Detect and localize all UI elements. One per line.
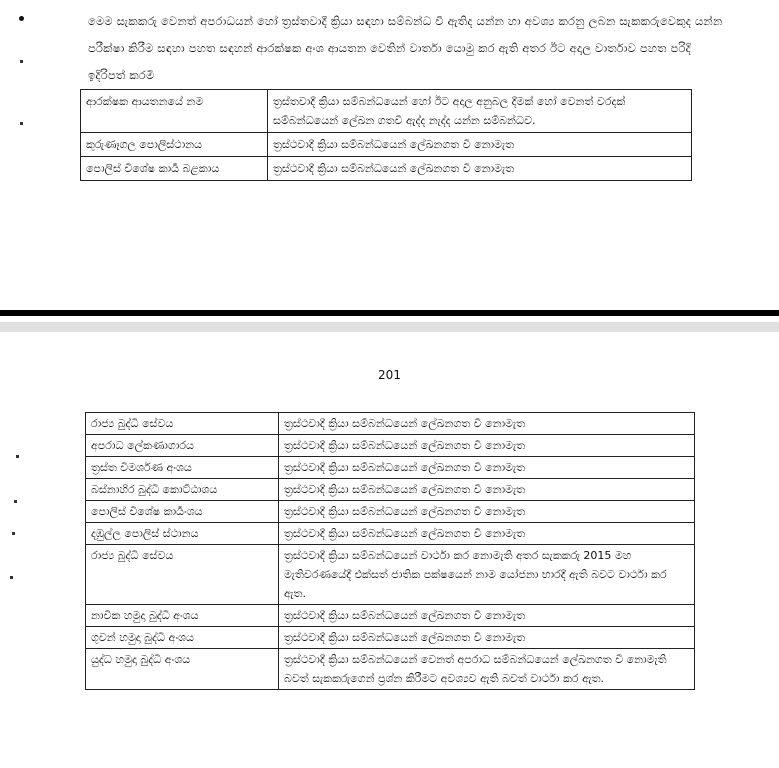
scan-mark: [20, 60, 23, 63]
status-text: ත්‍රස්ථවාදී ක්‍රියා සම්බන්ධයෙන් ලේඛනගත වී නොමැත: [279, 457, 695, 479]
status-text: ත්‍රස්ථවාදී ක්‍රියා සම්බන්ධයෙන් ලේඛනගත වී නොමැත: [279, 479, 695, 501]
institution-name: පොලිස් විශේෂ කාර්‍යංශය: [86, 501, 279, 523]
header-institution: ආරක්ෂක ආයතනයේ නම: [81, 90, 268, 133]
report-table-2: [85, 412, 695, 690]
bullet-mark: [19, 16, 24, 21]
institution-name: බස්නාහිර බුද්ධි කොට්ඨාශය: [86, 479, 279, 501]
scan-mark: [20, 122, 23, 125]
status-text: ත්‍රස්ථවාදී ක්‍රියා සම්බන්ධයෙන් ලේඛනගත වී නොමැත: [279, 435, 695, 457]
table-row: [86, 501, 695, 523]
status-text: ත්‍රස්ථවාදී ක්‍රියා සම්බන්ධයෙන් වෙනත් අපරාධ සම්බන්ධයෙන් ලේඛනගත වී නොමැති බවත් සැකකරුගෙන් ප්‍රශ්න කිරීමට අවශ්‍යව ඇති බවත් වාර්ථා කර ඇත.: [279, 649, 695, 690]
scan-mark: [16, 455, 19, 458]
page-number: 201: [378, 368, 401, 382]
status-text: ත්‍රස්ථවාදී ක්‍රියා සම්බන්ධයෙන් ලේඛනගත වී නොමැත: [268, 157, 692, 181]
table-header-row: [81, 90, 692, 133]
institution-name: රාජ්‍ය බුද්ධි සේවය: [86, 545, 279, 605]
scan-mark: [12, 532, 15, 535]
institution-name: යුද්ධ හමුදා බුද්ධි අංශය: [86, 649, 279, 690]
status-text: ත්‍රස්ථවාදී ක්‍රියා සම්බන්ධයෙන් ලේඛනගත වී නොමැත: [279, 523, 695, 545]
table-row: [86, 413, 695, 435]
status-text: ත්‍රස්ථවාදී ක්‍රියා සම්බන්ධයෙන් ලේඛනගත වී නොමැත: [279, 627, 695, 649]
institution-name: පොලිස් විශේෂ කාර්‍ය බළකාය: [81, 157, 268, 181]
header-status: ත්‍රස්තවාදී ක්‍රියා සම්බන්ධයෙන් හෝ ඊට අදාල අනුබල දීමක් හෝ වෙනත් වරදක් සම්බන්ධයෙන් ලේඛන ගතවී ඇද්ද නැද්ද යන්න සම්බන්ධව.: [268, 90, 692, 133]
page-gap: [0, 322, 779, 332]
table-row: [86, 545, 695, 605]
institution-name: ගුවන් හමුදා බුද්ධි අංශය: [86, 627, 279, 649]
status-text: ත්‍රස්ථවාදී ක්‍රියා සම්බන්ධයෙන් ලේඛනගත වී නොමැත: [279, 501, 695, 523]
page-break-divider: [0, 310, 779, 316]
table-row: [86, 649, 695, 690]
institution-name: දඹුල්ල පොලිස් ස්ථානය: [86, 523, 279, 545]
table-row: [86, 435, 695, 457]
institution-name: කුරුණෑගල පොලිස්ථානය: [81, 133, 268, 157]
scan-mark: [10, 576, 13, 579]
status-text: ත්‍රස්ථවාදී ක්‍රියා සම්බන්ධයෙන් ලේඛනගත වී නොමැත: [279, 413, 695, 435]
table-row: [81, 157, 692, 181]
table-row: [86, 479, 695, 501]
table-row: [81, 133, 692, 157]
table-row: [86, 627, 695, 649]
report-table-1: [80, 89, 692, 181]
institution-name: රාජ්‍ය බුද්ධි සේවය: [86, 413, 279, 435]
table-row: [86, 605, 695, 627]
institution-name: නාවික හමුදා බුද්ධි අංශය: [86, 605, 279, 627]
scan-mark: [14, 500, 17, 503]
status-text: ත්‍රස්ථවාදී ක්‍රියා සම්බන්ධයෙන් ලේඛනගත වී නොමැත: [279, 605, 695, 627]
institution-name: අපරාධ ලේකණාගාරය: [86, 435, 279, 457]
table-row: [86, 457, 695, 479]
status-text: ත්‍රස්ථවාදී ක්‍රියා සම්බන්ධයෙන් වාර්ථා කර නොමැති අතර සැකකරු 2015 මහ මැතිවරණයේදී එක්සත් ජාතික පක්ෂයෙන් නාම යෝජනා භාරදී ඇති බවට වාර්ථා කර ඇත.: [279, 545, 695, 605]
status-text: ත්‍රස්ථවාදී ක්‍රියා සම්බන්ධයෙන් ලේඛනගත වී නොමැත: [268, 133, 692, 157]
table-row: [86, 523, 695, 545]
institution-name: ත්‍රස්ත විමර්ශණ අංශය: [86, 457, 279, 479]
intro-paragraph: මෙම සැකකරු වෙනත් අපරාධයන් හෝ ත්‍රස්තවාදී ක්‍රියා සඳහා සම්බන්ධ වී ඇතිද යන්න හා අවශ්‍ය කරනු ලබන සැකකරුවෙකුද යන්න පරීක්ෂා කිරීම සඳහා පහත සඳහන් ආරක්ෂක අංශ ආයතන වෙතින් වාර්තා යොමු කර ඇති අතර ඊට අදාල වාර්තාව පහත පරිදි ඉදිරිපත් කරමි: [88, 14, 723, 82]
